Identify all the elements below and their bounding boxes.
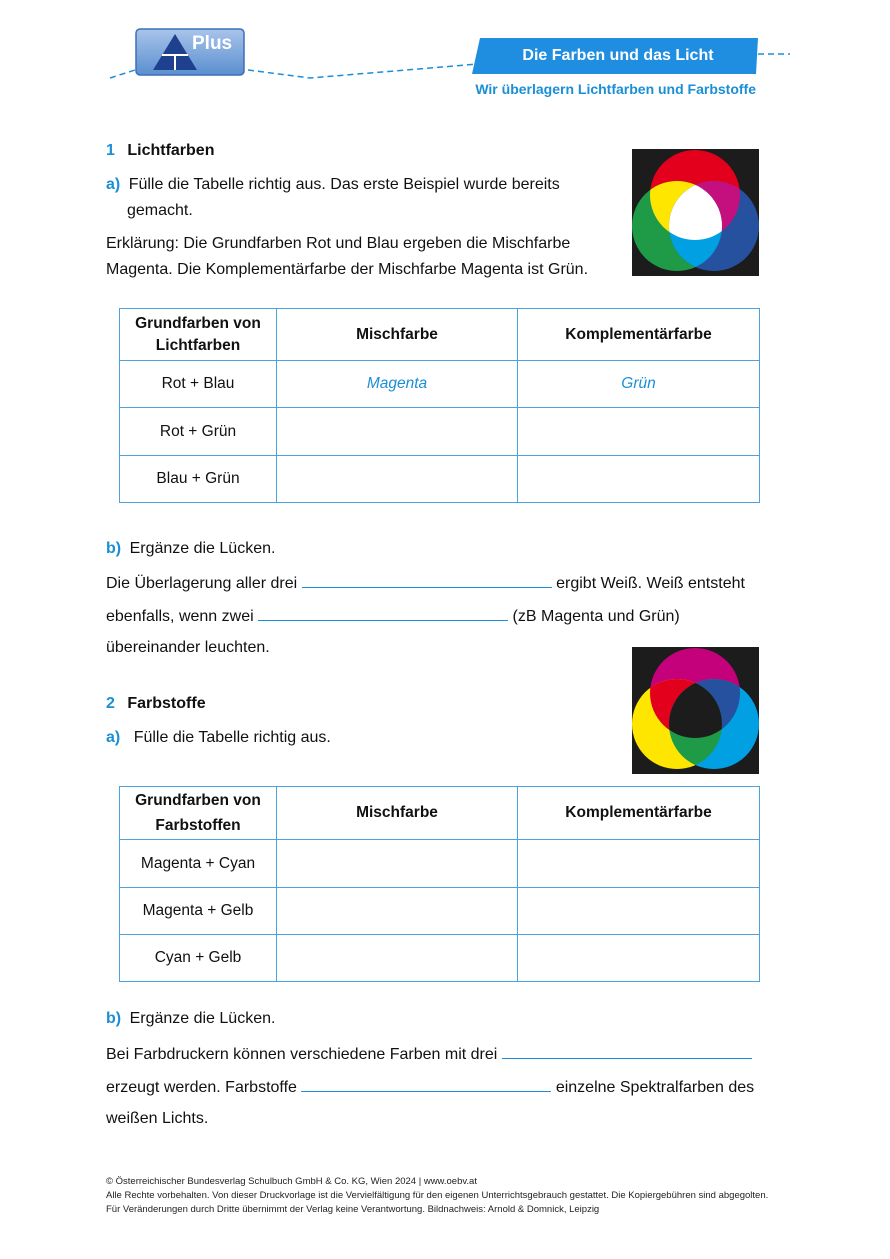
footer-copyright: © Österreichischer Bundesverlag Schulbuch GmbH & Co. KG, Wien 2024 | www.oebv.at (106, 1176, 477, 1187)
column-header-komplementaerfarbe: Komplementärfarbe (518, 787, 760, 840)
section1-b-line3: übereinander leuchten. (106, 639, 270, 656)
cell-complement[interactable]: Grün (518, 361, 760, 408)
subtractive-color-mixing-image (632, 647, 759, 779)
cell-base: Cyan + Gelb (120, 935, 277, 982)
cell-base: Blau + Grün (120, 456, 277, 503)
cell-mix[interactable] (277, 408, 518, 456)
cell-mix[interactable] (277, 888, 518, 935)
section1-b-label: b) (106, 540, 122, 557)
farbstoffe-table (119, 786, 760, 982)
cell-complement[interactable] (518, 935, 760, 982)
section2-a-label: a) (106, 729, 121, 746)
section1-explanation (106, 231, 626, 283)
section2-b-line1 (106, 1040, 786, 1068)
page-subtitle: Wir überlagern Lichtfarben und Farbstoffe (475, 81, 756, 97)
table-row (120, 935, 760, 982)
table-header-row (120, 787, 760, 840)
section2-title: Farbstoffe (127, 695, 206, 712)
additive-color-mixing-image (632, 149, 759, 281)
cell-base: Magenta + Cyan (120, 840, 277, 888)
section2-heading (106, 691, 206, 717)
footer (106, 1175, 806, 1217)
footer-credits: Für Veränderungen durch Dritte übernimmt der Verlag keine Verantwortung. Bildnachweis: Arnold & Domnick, Leipzig (106, 1204, 600, 1215)
table-row (120, 888, 760, 935)
section1-heading (106, 138, 214, 164)
table-row (120, 361, 760, 408)
table-header-row (120, 309, 760, 361)
section2-b-label: b) (106, 1010, 122, 1027)
section1-a-text-line1: Fülle die Tabelle richtig aus. Das erste Beispiel wurde bereits (128, 176, 560, 193)
section2-a-text: Fülle die Tabelle richtig aus. (133, 729, 331, 746)
section1-b-text: Ergänze die Lücken. (129, 540, 276, 557)
gap-blank[interactable] (302, 569, 552, 588)
section1-task-a (106, 172, 606, 224)
cell-base: Magenta + Gelb (120, 888, 277, 935)
table-row (120, 456, 760, 503)
column-header-mischfarbe: Mischfarbe (277, 787, 518, 840)
column-header-mischfarbe: Mischfarbe (277, 309, 518, 361)
section1-a-text-line2: gemacht. (127, 202, 193, 219)
logo (135, 28, 245, 76)
cell-complement[interactable] (518, 456, 760, 503)
section2-b-text: Ergänze die Lücken. (129, 1010, 276, 1027)
section2-task-a (106, 725, 331, 751)
cell-mix[interactable] (277, 935, 518, 982)
gap-blank[interactable] (258, 602, 508, 621)
cell-base: Rot + Grün (120, 408, 277, 456)
cell-complement[interactable] (518, 408, 760, 456)
gap-text: (zB Magenta und Grün) (512, 608, 680, 625)
logo-text: Plus (192, 33, 233, 54)
table-row (120, 408, 760, 456)
section2-task-b (106, 1006, 275, 1032)
section2-number: 2 (106, 695, 115, 712)
footer-rights: Alle Rechte vorbehalten. Von dieser Druckvorlage ist die Vervielfältigung für den eigenen Unterrichtsgebrauch gestattet. Die Kopiergebühren sind abgegolten. (106, 1190, 769, 1201)
chapter-title: Die Farben und das Licht (522, 47, 714, 64)
lichtfarben-table (119, 308, 760, 503)
gap-text: erzeugt werden. Farbstoffe (106, 1079, 297, 1096)
cell-mix[interactable]: Magenta (277, 361, 518, 408)
cell-mix[interactable] (277, 840, 518, 888)
column-header-komplementaerfarbe: Komplementärfarbe (518, 309, 760, 361)
section1-title: Lichtfarben (127, 142, 215, 159)
gap-text: Die Überlagerung aller drei (106, 575, 298, 592)
column-header-grundfarben: Grundfarben von Farbstoffen (120, 787, 277, 840)
gap-blank[interactable] (301, 1073, 551, 1092)
cell-base: Rot + Blau (120, 361, 277, 408)
section2-b-line3: weißen Lichts. (106, 1110, 209, 1127)
gap-blank[interactable] (502, 1040, 752, 1059)
section1-task-b (106, 536, 275, 562)
section1-b-line2 (106, 602, 786, 630)
explanation-line1: Erklärung: Die Grundfarben Rot und Blau ergeben die Mischfarbe (106, 235, 571, 252)
column-header-grundfarben: Grundfarben von Lichtfarben (120, 309, 277, 361)
table-row (120, 840, 760, 888)
section1-a-label: a) (106, 176, 121, 193)
explanation-line2: Magenta. Die Komplementärfarbe der Mischfarbe Magenta ist Grün. (106, 261, 589, 278)
cell-complement[interactable] (518, 840, 760, 888)
gap-text: ebenfalls, wenn zwei (106, 608, 254, 625)
cell-complement[interactable] (518, 888, 760, 935)
section1-b-line1 (106, 569, 786, 597)
gap-text: ergibt Weiß. Weiß entsteht (556, 575, 745, 592)
section2-b-line2 (106, 1073, 786, 1101)
cell-mix[interactable] (277, 456, 518, 503)
section1-number: 1 (106, 142, 115, 159)
gap-text: Bei Farbdruckern können verschiedene Farben mit drei (106, 1046, 498, 1063)
gap-text: einzelne Spektralfarben des (555, 1079, 755, 1096)
